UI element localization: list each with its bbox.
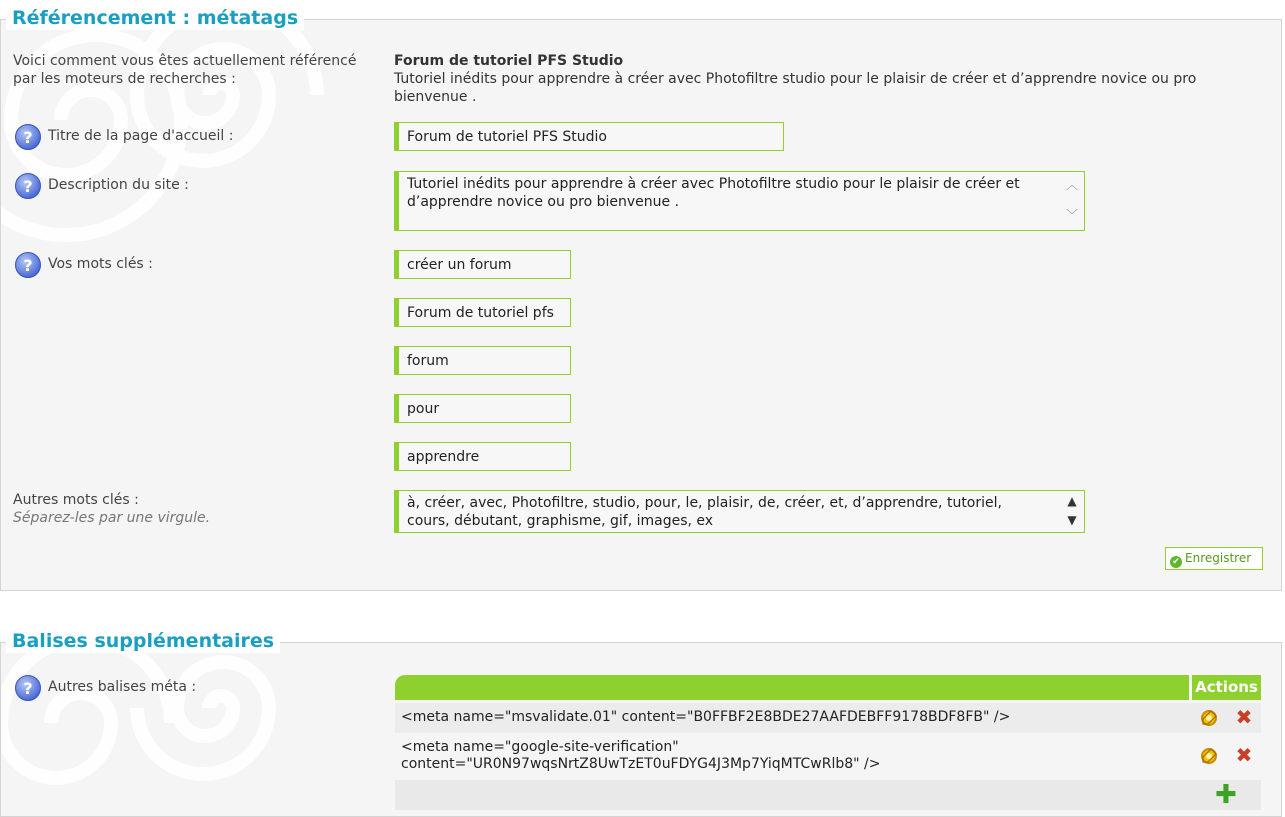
delete-action[interactable] — [1226, 734, 1260, 778]
meta-tag-cell: <meta name="msvalidate.01" content="B0FFBF2E8BDE27AAFDEBFF9178BDF8FB" /> — [401, 709, 1011, 725]
edit-icon[interactable] — [1200, 709, 1218, 727]
keyword-input[interactable]: pour — [394, 394, 571, 423]
description-label: Description du site : — [48, 177, 189, 193]
save-button[interactable]: ✔ Enregistrer — [1165, 547, 1263, 570]
svg-text:?: ? — [23, 256, 33, 275]
meta-tag-cell: <meta name="google-site-verification" content="UR0N97wqsNrtZ8UwTzET0uFDYG4J3Mp7YiqMTCwRlb8" /> — [401, 739, 881, 772]
table-row — [395, 703, 1261, 733]
question-circle-icon[interactable] — [14, 251, 42, 279]
home-title-input[interactable]: Forum de tutoriel PFS Studio — [394, 122, 784, 151]
section-legend-extra-tags: Balises supplémentaires — [6, 629, 280, 653]
question-circle-icon[interactable] — [14, 674, 42, 702]
other-keywords-textarea[interactable]: à, créer, avec, Photofiltre, studio, pour, le, plaisir, de, créer, et, d’apprendre, tutoriel, cours, débutant, graphisme, gif, images, ex ▲ ▼ — [394, 490, 1085, 533]
edit-action[interactable] — [1191, 703, 1225, 733]
meta-tags-label: Autres balises méta : — [48, 679, 197, 695]
scroll-up-icon[interactable]: ▲ — [1067, 494, 1077, 508]
check-circle-icon: ✔ — [1170, 556, 1182, 568]
svg-text:?: ? — [23, 679, 33, 698]
delete-icon[interactable]: ✖ — [1235, 705, 1253, 729]
meta-table-header-main — [395, 675, 1189, 700]
edit-action[interactable] — [1191, 734, 1225, 778]
delete-action[interactable] — [1226, 703, 1260, 733]
preview-title: Forum de tutoriel PFS Studio — [394, 53, 624, 69]
svg-text:?: ? — [23, 128, 33, 147]
keywords-label: Vos mots clés : — [48, 256, 153, 272]
add-icon[interactable]: ✚ — [1215, 780, 1237, 810]
keyword-input[interactable]: créer un forum — [394, 250, 571, 279]
edit-icon[interactable] — [1200, 747, 1218, 765]
section-legend-metatags: Référencement : métatags — [6, 6, 304, 30]
add-row — [395, 780, 1261, 810]
scroll-up-icon[interactable]: ︿ — [1065, 178, 1078, 192]
keyword-input[interactable]: Forum de tutoriel pfs — [394, 298, 571, 327]
keyword-input[interactable]: apprendre — [394, 442, 571, 471]
background-swirl-decoration — [0, 642, 381, 813]
preview-description: Tutoriel inédits pour apprendre à créer avec Photofiltre studio pour le plaisir de créer et d’apprendre novice ou pro bienvenue . — [394, 71, 1197, 105]
question-circle-icon[interactable] — [14, 172, 42, 200]
table-row — [395, 734, 1261, 778]
svg-text:?: ? — [23, 177, 33, 196]
question-circle-icon[interactable] — [14, 123, 42, 151]
scroll-down-icon[interactable]: ▼ — [1067, 513, 1077, 527]
keyword-input[interactable]: forum — [394, 346, 571, 375]
home-title-label: Titre de la page d'accueil : — [48, 128, 234, 144]
delete-icon[interactable]: ✖ — [1235, 743, 1253, 767]
current-ref-label: Voici comment vous êtes actuellement référencé par les moteurs de recherches : — [13, 53, 357, 87]
other-keywords-hint: Séparez-les par une virgule. — [13, 510, 211, 526]
other-keywords-label: Autres mots clés : Séparez-les par une virgule. — [13, 492, 211, 526]
description-textarea[interactable]: Tutoriel inédits pour apprendre à créer avec Photofiltre studio pour le plaisir de créer et d’apprendre novice ou pro bienvenue . ︿ ﹀ — [394, 171, 1085, 231]
search-preview — [394, 52, 1274, 106]
scroll-down-icon[interactable]: ﹀ — [1065, 208, 1078, 222]
actions-header: Actions — [1192, 675, 1261, 700]
